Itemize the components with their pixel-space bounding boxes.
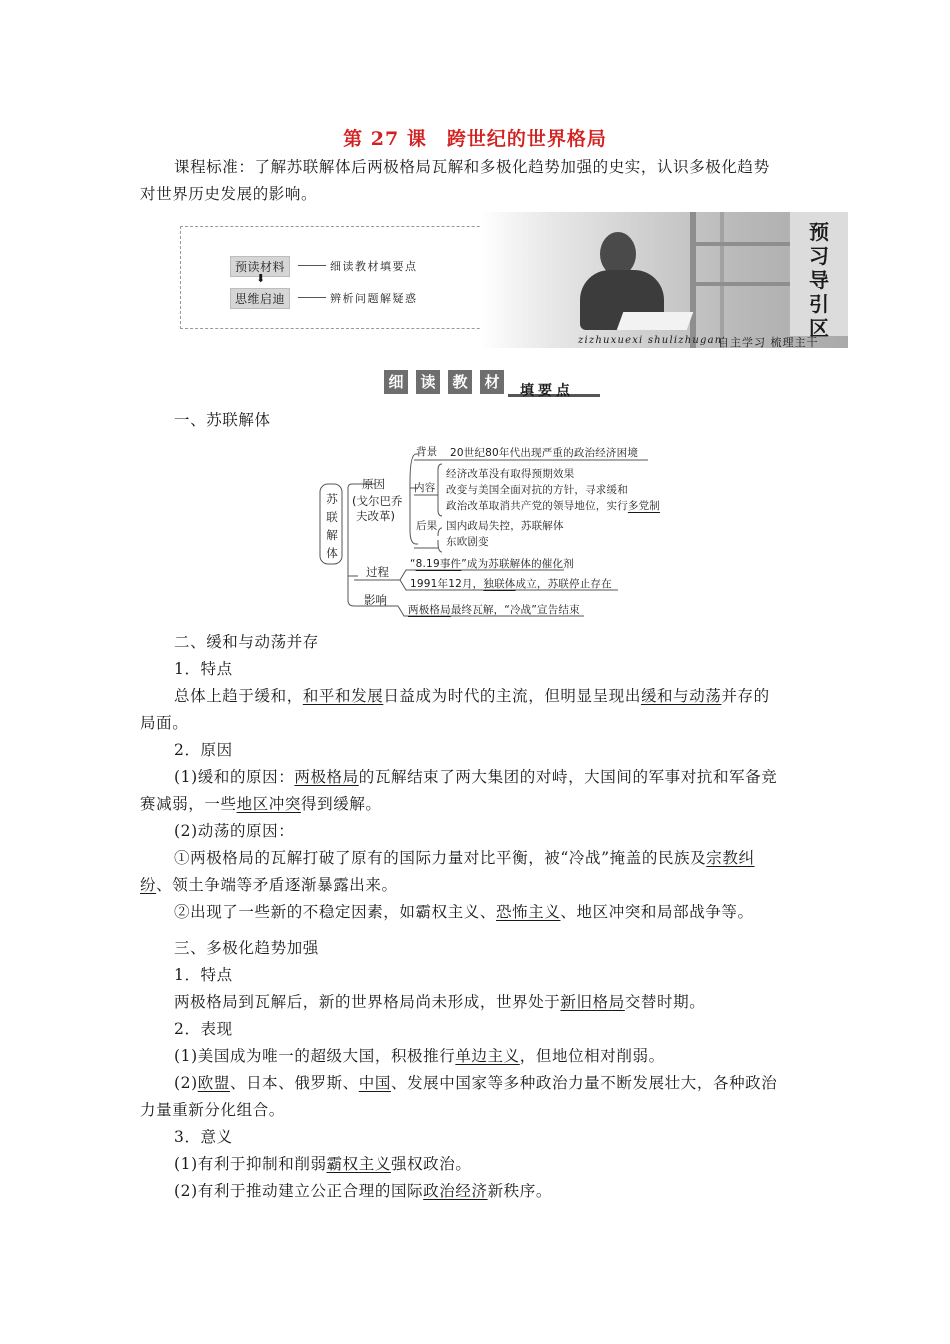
- diagram-root: 苏 联 解 体: [326, 492, 338, 560]
- tab-char: 区: [809, 316, 829, 340]
- section-2-p2-2-2: ②出现了一些新的不稳定因素，如霸权主义、恐怖主义、地区冲突和局部战争等。: [174, 903, 754, 921]
- section-3: [140, 935, 814, 1205]
- section-2-p2-1-cont: 赛减弱，一些地区冲突得到缓解。: [140, 795, 382, 813]
- tab-char: 习: [809, 244, 829, 268]
- step-thinking-note: 辨析问题解疑惑: [330, 292, 418, 305]
- section-3-p3-2: (2)有利于推动建立公正合理的国际政治经济新秩序。: [174, 1182, 552, 1200]
- diagram-result-text-2: 东欧剧变: [446, 536, 489, 548]
- step-preread: 预读材料: [230, 256, 290, 277]
- section-2-p2-1: (1)缓和的原因：两极格局的瓦解结束了两大集团的对峙，大国间的军事对抗和军备竞: [174, 768, 778, 786]
- diagram-content-text-2: 改变与美国全面对抗的方针，寻求缓和: [446, 484, 628, 496]
- diagram-content-text-3: 政治改革取消共产党的领导地位，实行多党制: [446, 500, 661, 512]
- section-2-p1: 总体上趋于缓和，和平和发展日益成为时代的主流，但明显呈现出缓和与动荡并存的: [174, 687, 770, 705]
- diagram-impact-text: 两极格局最终瓦解，“冷战”宣告结束: [408, 604, 580, 616]
- section-2-p2-2-1: ①两极格局的瓦解打破了原有的国际力量对比平衡，被“冷战”掩盖的民族及宗教纠: [174, 849, 755, 867]
- preview-banner-frame: [180, 226, 530, 329]
- diagram-content: 内容: [414, 482, 436, 494]
- diagram-content-text-1: 经济改革没有取得预期效果: [446, 468, 575, 480]
- section-2-p2-head: 2．原因: [174, 741, 233, 759]
- step-thinking: 思维启迪: [230, 288, 290, 309]
- section-2-p2-2-1-cont: 纷、领土争端等矛盾逐渐暴露出来。: [140, 876, 398, 894]
- course-standard: [140, 154, 814, 208]
- diagram-process-text-2: 1991年12月，独联体成立，苏联停止存在: [410, 578, 612, 590]
- soviet-collapse-diagram: [318, 440, 678, 620]
- banner-footer-pinyin: zizhuxuexi shulizhugan: [578, 335, 723, 346]
- diagram-result-text-1: 国内政局失控，苏联解体: [446, 520, 564, 532]
- section-3-p2-head: 2．表现: [174, 1020, 233, 1038]
- diagram-process: 过程: [366, 565, 389, 579]
- preview-guide-tab: [790, 212, 848, 340]
- read-banner-char: 细: [384, 370, 408, 394]
- diagram-cause: 原因: [362, 477, 385, 491]
- diagram-result: 后果: [416, 520, 438, 532]
- section-2-heading: 二、缓和与动荡并存: [174, 633, 319, 651]
- tab-char: 引: [809, 292, 829, 316]
- standard-line-2: 对世界历史发展的影响。: [140, 185, 318, 203]
- section-3-heading: 三、多极化趋势加强: [174, 939, 319, 957]
- arrow-down-icon: ⬇: [256, 272, 266, 285]
- tab-char: 预: [809, 220, 829, 244]
- diagram-cause-sub1: (戈尔巴乔: [352, 494, 403, 508]
- read-banner-char: 材: [480, 370, 504, 394]
- section-1-heading: 一、苏联解体: [174, 411, 271, 429]
- diagram-cause-sub2: 夫改革): [356, 509, 395, 523]
- lesson-name: 跨世纪的世界格局: [446, 128, 607, 150]
- diagram-impact: 影响: [364, 593, 387, 607]
- section-3-p1: 两极格局到瓦解后，新的世界格局尚未形成，世界处于新旧格局交替时期。: [174, 993, 706, 1011]
- section-3-p2-2: (2)欧盟、日本、俄罗斯、中国、发展中国家等多种政治力量不断发展壮大，各种政治: [174, 1074, 778, 1092]
- section-3-p1-head: 1．特点: [174, 966, 233, 984]
- section-3-p2-1: (1)美国成为唯一的超级大国，积极推行单边主义，但地位相对削弱。: [174, 1047, 665, 1065]
- read-banner-char: 读: [416, 370, 440, 394]
- diagram-process-text-1: “8.19事件”成为苏联解体的催化剂: [410, 558, 574, 570]
- read-banner-char: 教: [448, 370, 472, 394]
- section-3-p2-2-cont: 力量重新分化组合。: [140, 1101, 285, 1119]
- section-3-p3-head: 3．意义: [174, 1128, 233, 1146]
- banner-footer-caption: 自主学习 梳理主干: [718, 336, 819, 349]
- standard-line-1: 课程标准：了解苏联解体后两极格局瓦解和多极化趋势加强的史实，认识多极化趋势: [174, 158, 770, 176]
- diagram-background-text: 20世纪80年代出现严重的政治经济困境: [450, 447, 639, 459]
- diagram-background: 背景: [416, 446, 438, 458]
- page-title: [0, 124, 950, 151]
- step-preread-note: 细读教材填要点: [330, 260, 418, 273]
- section-3-p3-1: (1)有利于抑制和削弱霸权主义强权政治。: [174, 1155, 472, 1173]
- section-2-p1-cont: 局面。: [140, 714, 189, 732]
- section-2-p1-head: 1．特点: [174, 660, 233, 678]
- tab-char: 导: [809, 268, 829, 292]
- read-banner-tail: 填要点: [520, 383, 574, 399]
- section-2: [140, 629, 814, 926]
- section-2-p2-2-head: (2)动荡的原因：: [174, 822, 295, 840]
- lesson-number: 第 27 课: [343, 128, 427, 150]
